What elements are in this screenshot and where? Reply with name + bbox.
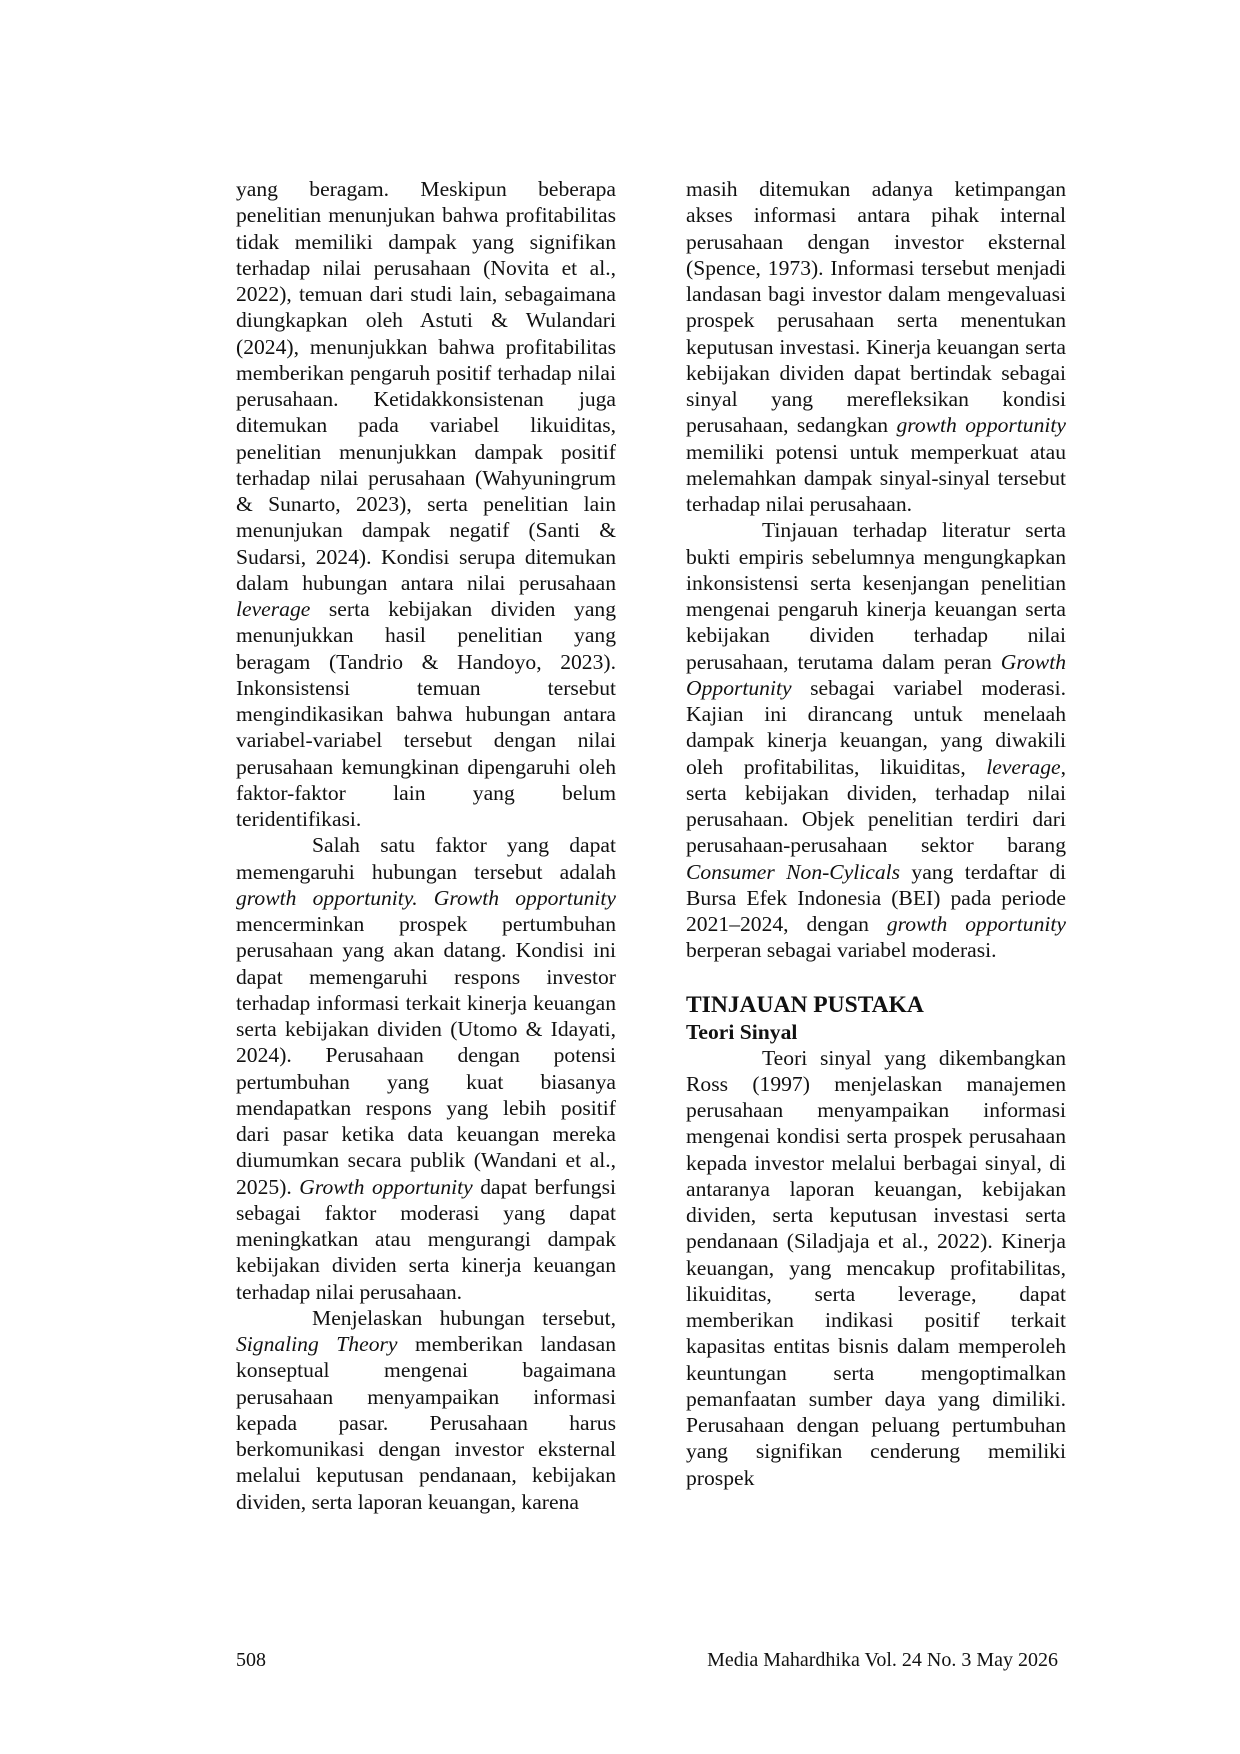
paragraph (686, 517, 1066, 963)
italic-term: Growth opportunity (299, 1174, 473, 1199)
text-run: Teori sinyal yang dikembangkan Ross (1997) menjelaskan manajemen perusahaan menyampaikan informasi mengenai kondisi serta prospek perusahaan kepada investor melalui berbagai sinyal, di antaranya laporan keuangan, kebijakan dividen, serta keputusan investasi serta pendanaan (Siladjaja et al., 2022). Kinerja keuangan, yang mencakup profitabilitas, likuiditas, serta leverage, dapat memberikan indikasi positif terkait kapasitas entitas bisnis dalam memperoleh keuntungan serta mengoptimalkan pemanfaatan sumber daya yang dimiliki. Perusahaan dengan peluang pertumbuhan yang signifikan cenderung memiliki prospek (686, 1045, 1066, 1490)
text-run: sebagai variabel moderasi. Kajian ini dirancang untuk menelaah dampak kinerja keuangan, yang diwakili oleh profitabilitas, likuiditas, (686, 675, 1066, 779)
paragraph (686, 176, 1066, 517)
text-run: Menjelaskan hubungan tersebut, (312, 1305, 616, 1330)
section-heading: TINJAUAN PUSTAKA (686, 991, 924, 1018)
paragraph (236, 1305, 616, 1515)
right-column (686, 176, 1066, 1491)
text-run: mencerminkan prospek pertumbuhan perusahaan yang akan datang. Kondisi ini dapat memengaruhi respons investor terhadap informasi terkait kinerja keuangan serta kebijakan dividen (Utomo & Idayati, 2024). Perusahaan dengan potensi pertumbuhan yang kuat biasanya mendapatkan respons yang lebih positif dari pasar ketika data keuangan mereka diumumkan secara publik (Wandani et al., 2025). (236, 912, 616, 1199)
text-run: , serta kebijakan dividen, terhadap nilai perusahaan. Objek penelitian terdiri dari perusahaan-perusahaan sektor barang (686, 754, 1066, 858)
paragraph (236, 832, 616, 1305)
italic-term: growth opportunity. Growth opportunity (236, 885, 616, 910)
text-run: berperan sebagai variabel moderasi. (686, 938, 997, 963)
text-run: memiliki potensi untuk memperkuat atau melemahkan dampak sinyal-sinyal tersebut terhadap nilai perusahaan. (686, 439, 1066, 516)
text-run: memberikan landasan konseptual mengenai bagaimana perusahaan menyampaikan informasi kepada pasar. Perusahaan harus berkomunikasi dengan investor eksternal melalui keputusan pendanaan, kebijakan dividen, serta laporan keuangan, karena (236, 1332, 616, 1514)
italic-term: leverage (986, 754, 1061, 779)
italic-term: growth opportunity (896, 413, 1066, 438)
italic-term: Growth Opportunity (686, 649, 1066, 700)
text-run: dapat berfungsi sebagai faktor moderasi yang dapat meningkatkan atau mengurangi dampak kebijakan dividen serta kinerja keuangan terhadap nilai perusahaan. (236, 1174, 616, 1304)
paragraph (686, 1045, 1066, 1491)
italic-term: leverage (236, 597, 311, 621)
journal-info: Media Mahardhika Vol. 24 No. 3 May 2026 (707, 1649, 1058, 1671)
text-run: yang beragam. Meskipun beberapa penelitian menunjukan bahwa profitabilitas tidak memiliki dampak yang signifikan terhadap nilai perusahaan (Novita et al., 2022), temuan dari studi lain, sebagaimana diungkapkan oleh Astuti & Wulandari (2024), menunjukkan bahwa profitabilitas memberikan pengaruh positif terhadap nilai perusahaan. Ketidakkonsistenan juga ditemukan pada variabel likuiditas, penelitian menunjukkan dampak positif terhadap nilai perusahaan (Wahyuningrum & Sunarto, 2023), serta penelitian lain menunjukan dampak negatif (Santi & Sudarsi, 2024). Kondisi serupa ditemukan dalam hubungan antara nilai perusahaan (236, 177, 616, 595)
italic-term: growth opportunity (886, 912, 1066, 936)
text-run: serta kebijakan dividen yang menunjukkan hasil penelitian yang beragam (Tandrio & Handoyo, 2023). Inkonsistensi temuan tersebut mengindikasikan bahwa hubungan antara variabel-variabel tersebut dengan nilai perusahaan kemungkinan dipengaruhi oleh faktor-faktor lain yang belum teridentifikasi. (236, 597, 616, 831)
paragraph (236, 176, 616, 832)
text-run: Tinjauan terhadap literatur serta bukti empiris sebelumnya mengungkapkan inkonsistensi serta kesenjangan penelitian mengenai pengaruh kinerja keuangan serta kebijakan dividen terhadap nilai perusahaan, terutama dalam peran (686, 518, 1066, 674)
text-run: masih ditemukan adanya ketimpangan akses informasi antara pihak internal perusahaan dengan investor eksternal (Spence, 1973). Informasi tersebut menjadi landasan bagi investor dalam mengevaluasi prospek perusahaan serta menentukan keputusan investasi. Kinerja keuangan serta kebijakan dividen dapat bertindak sebagai sinyal yang merefleksikan kondisi perusahaan, sedangkan (686, 177, 1066, 438)
italic-term: Signaling Theory (236, 1332, 398, 1356)
page-number: 508 (236, 1649, 266, 1671)
italic-term: Consumer Non-Cylicals (686, 859, 901, 884)
subsection-heading: Teori Sinyal (686, 1019, 798, 1044)
text-run: yang terdaftar di Bursa Efek Indonesia (BEI) pada periode 2021–2024, dengan (686, 859, 1066, 936)
left-column (236, 176, 616, 1515)
text-run: Salah satu faktor yang dapat memengaruhi hubungan tersebut adalah (236, 833, 616, 884)
